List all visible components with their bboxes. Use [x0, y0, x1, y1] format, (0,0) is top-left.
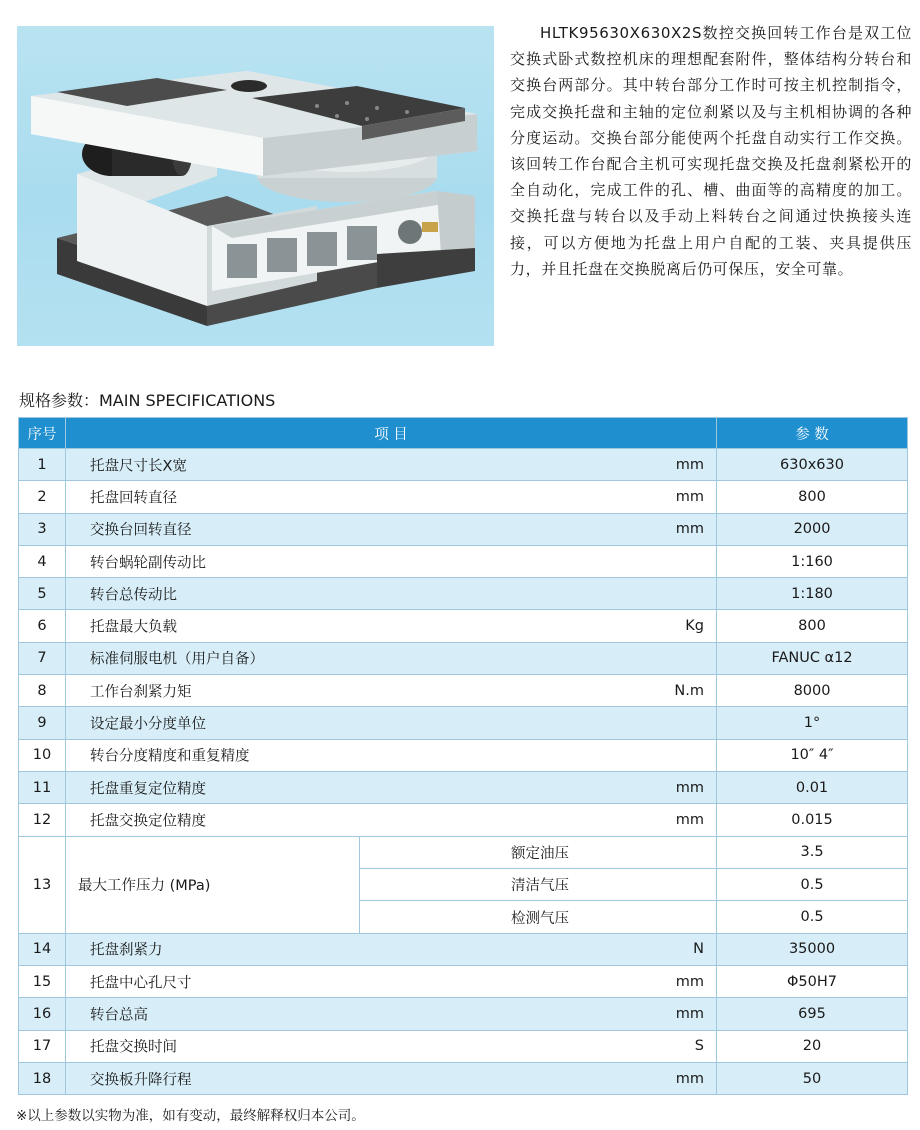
- header-item: 项 目: [66, 418, 717, 449]
- spec-heading: 规格参数：MAIN SPECIFICATIONS: [19, 391, 276, 410]
- row-value: 1°: [717, 707, 908, 739]
- row-item-label: 托盘重复定位精度: [90, 781, 206, 798]
- row-value: 35000: [717, 933, 908, 965]
- row-item: [66, 578, 717, 610]
- row-item-label: 转台蜗轮副传动比: [90, 555, 206, 572]
- row-value: 630x630: [717, 449, 908, 481]
- row-item-label: 托盘交换时间: [90, 1039, 177, 1056]
- row-unit: mm: [675, 456, 705, 473]
- row-item: 最大工作压力 (MPa): [66, 836, 360, 933]
- row-unit: mm: [675, 521, 705, 538]
- row-item: [66, 998, 717, 1030]
- row-item-label: 标准伺服电机（用户自备）: [90, 651, 264, 668]
- row-no: 5: [19, 578, 66, 610]
- row-item-label: 托盘尺寸长X宽: [90, 458, 187, 475]
- row-item-label: 交换台回转直径: [90, 522, 192, 539]
- row-item: [66, 966, 717, 998]
- product-photo: [17, 26, 494, 346]
- row-no: 9: [19, 707, 66, 739]
- row-item-label: 托盘中心孔尺寸: [90, 975, 192, 992]
- table-row: [19, 513, 908, 545]
- row-value: Φ50H7: [717, 966, 908, 998]
- row-value: 695: [717, 998, 908, 1030]
- row-item: [66, 513, 717, 545]
- footnote: ※以上参数以实物为准，如有变动，最终解释权归本公司。: [16, 1108, 365, 1124]
- row-value: 20: [717, 1030, 908, 1062]
- row-no: 1: [19, 449, 66, 481]
- row-item-label: 转台总传动比: [90, 587, 177, 604]
- table-row: [19, 642, 908, 674]
- row-no: 17: [19, 1030, 66, 1062]
- row-item: [66, 933, 717, 965]
- row-value: 8000: [717, 675, 908, 707]
- table-row: [19, 449, 908, 481]
- row-unit: mm: [675, 811, 705, 828]
- row-item: [66, 771, 717, 803]
- row-item: [66, 739, 717, 771]
- row-value: 2000: [717, 513, 908, 545]
- row-item: [66, 642, 717, 674]
- row-no: 2: [19, 481, 66, 513]
- row-no: 14: [19, 933, 66, 965]
- row-sub-label: 检测气压: [360, 901, 717, 933]
- table-row: [19, 481, 908, 513]
- row-item-label: 托盘交换定位精度: [90, 813, 206, 830]
- table-row: [19, 707, 908, 739]
- header-value: 参 数: [717, 418, 908, 449]
- row-item-label: 转台总高: [90, 1007, 148, 1024]
- row-no: 18: [19, 1062, 66, 1094]
- row-item-label: 托盘最大负载: [90, 619, 177, 636]
- row-item-label: 交换板升降行程: [90, 1072, 192, 1089]
- row-value: 50: [717, 1062, 908, 1094]
- table-row: [19, 998, 908, 1030]
- row-no: 12: [19, 804, 66, 836]
- table-row: [19, 804, 908, 836]
- row-value: FANUC α12: [717, 642, 908, 674]
- table-row: [19, 545, 908, 577]
- row-unit: mm: [675, 779, 705, 796]
- row-value: 800: [717, 481, 908, 513]
- row-item: [66, 804, 717, 836]
- table-header-row: [19, 418, 908, 449]
- row-unit: mm: [675, 488, 705, 505]
- product-description: HLTK95630X630X2S数控交换回转工作台是双工位交换式卧式数控机床的理想配套附件，整体结构分转台和交换台两部分。其中转台部分工作时可按主机控制指令，完成交换托盘和主轴的定位刹紧以及与主机相协调的各种分度运动。交换台部分能使两个托盘自动实行工作交换。该回转工作台配合主机可实现托盘交换及托盘刹紧松开的全自动化，完成工件的孔、槽、曲面等的高精度的加工。交换托盘与转台以及手动上料转台之间通过快换接头连接，可以方便地为托盘上用户自配的工装、夹具提供压力，并且托盘在交换脱离后仍可保压，安全可靠。: [510, 24, 912, 278]
- table-row: [19, 578, 908, 610]
- row-no: 16: [19, 998, 66, 1030]
- row-value: 1:160: [717, 545, 908, 577]
- header-no: 序号: [19, 418, 66, 449]
- row-item: [66, 449, 717, 481]
- row-value: 0.015: [717, 804, 908, 836]
- row-unit: N.m: [674, 682, 705, 699]
- table-row: [19, 966, 908, 998]
- row-no: 3: [19, 513, 66, 545]
- table-row: [19, 771, 908, 803]
- row-value: 0.5: [717, 901, 908, 933]
- row-no: 6: [19, 610, 66, 642]
- row-unit: mm: [675, 973, 705, 990]
- row-no: 4: [19, 545, 66, 577]
- row-value: 0.01: [717, 771, 908, 803]
- row-no: 8: [19, 675, 66, 707]
- table-row: [19, 1030, 908, 1062]
- row-value: 10″ 4″: [717, 739, 908, 771]
- table-row: [19, 675, 908, 707]
- row-sub-label: 额定油压: [360, 836, 717, 868]
- row-unit: Kg: [685, 618, 705, 635]
- row-value: 3.5: [717, 836, 908, 868]
- table-row: [19, 610, 908, 642]
- row-item: [66, 1030, 717, 1062]
- row-item: [66, 610, 717, 642]
- row-value: 0.5: [717, 868, 908, 900]
- row-item-label: 托盘回转直径: [90, 490, 177, 507]
- row-item-label: 工作台刹紧力矩: [90, 684, 192, 701]
- row-value: 800: [717, 610, 908, 642]
- row-sub-label: 清洁气压: [360, 868, 717, 900]
- row-item: [66, 1062, 717, 1094]
- row-item-label: 托盘刹紧力: [90, 942, 163, 959]
- row-unit: mm: [675, 1005, 705, 1022]
- row-item-label: 设定最小分度单位: [90, 716, 206, 733]
- row-item: [66, 675, 717, 707]
- row-unit: S: [694, 1038, 705, 1055]
- spec-table: [18, 417, 908, 1095]
- table-row: [19, 836, 908, 868]
- row-value: 1:180: [717, 578, 908, 610]
- row-unit: mm: [675, 1070, 705, 1087]
- table-body: [19, 449, 908, 1095]
- row-no: 7: [19, 642, 66, 674]
- rotary-table-illustration: [17, 26, 494, 346]
- row-no: 10: [19, 739, 66, 771]
- row-item: [66, 481, 717, 513]
- row-no: 13: [19, 836, 66, 933]
- row-unit: N: [693, 941, 705, 958]
- row-item: [66, 707, 717, 739]
- row-no: 15: [19, 966, 66, 998]
- row-item-label: 转台分度精度和重复精度: [90, 748, 250, 765]
- row-no: 11: [19, 771, 66, 803]
- table-row: [19, 933, 908, 965]
- table-row: [19, 739, 908, 771]
- table-row: [19, 1062, 908, 1094]
- row-item: [66, 545, 717, 577]
